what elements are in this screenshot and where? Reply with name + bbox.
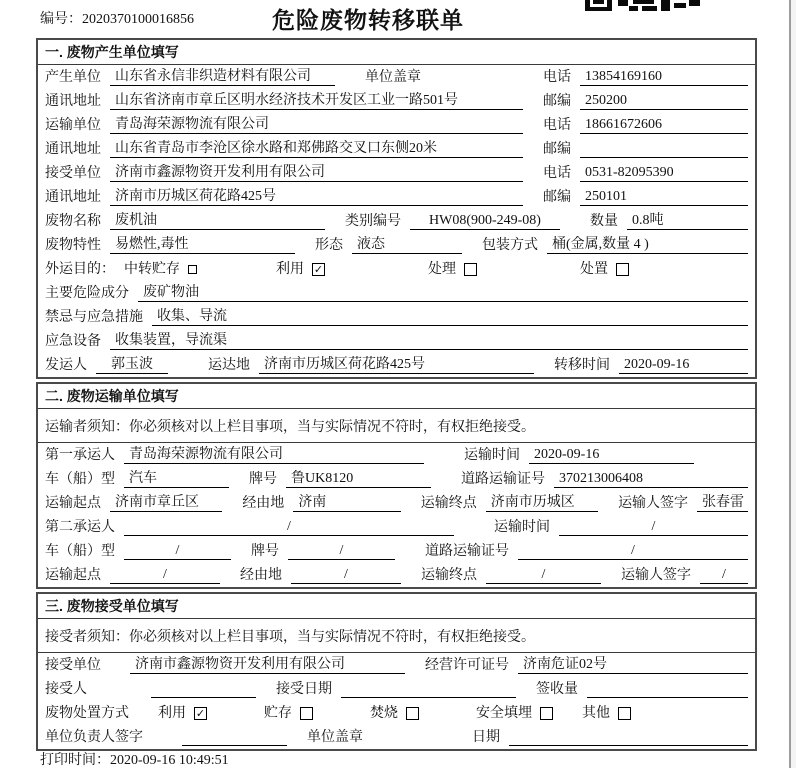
origin1-value: 济南市章丘区 [110,494,222,512]
license-value: 济南危证02号 [518,656,748,674]
producer-label: 产生单位 [45,70,101,85]
waste-traits-value: 易燃性,毒性 [110,236,295,254]
vehicle2-label: 车（船）型 [45,544,115,559]
producer-address-label: 通讯地址 [45,94,101,109]
transporter-value: 青岛海荣源物流有限公司 [110,116,523,134]
receiver-label: 接受单位 [45,166,101,181]
checkbox-option [580,261,732,278]
receiver-address-row [38,185,755,209]
waste-quantity-label: 数量 [590,214,618,229]
packing-label: 包装方式 [482,238,538,253]
print-time-line [40,749,229,769]
acceptor-label: 接受人 [45,682,87,697]
plate1-label: 牌号 [249,472,277,487]
accept-unit-value: 济南市鑫源物资开发利用有限公司 [130,656,405,674]
checkbox-option-label: 处置 [580,262,608,277]
waste-name-row [38,209,755,233]
transporter-zip-label: 邮编 [543,142,571,157]
producer-phone-label: 电话 [543,70,571,85]
accept-date-label: 接受日期 [276,682,332,697]
checkbox-option-label: 其他 [582,706,610,721]
packing-value: 桶(金属,数量 4 ) [547,236,748,254]
carrier1-row [38,443,755,467]
vehicle2-row [38,539,755,563]
sign1-value: 张春雷 [697,494,748,512]
sign1-label: 运输人签字 [618,496,689,511]
dest2-value: / [486,566,601,584]
producer-phone-value: 13854169160 [580,68,748,86]
hazard-label: 主要危险成分 [45,286,129,301]
checkbox-option [582,705,688,722]
transfer-time-value: 2020-09-16 [619,356,748,374]
dest1-value: 济南市历城区 [486,494,598,512]
checkbox-unchecked-icon [300,707,313,720]
transport-time2-value: / [559,518,748,536]
checkbox-option-label: 利用 [276,262,304,277]
checkbox-unchecked-icon [540,707,553,720]
receiver-value: 济南市鑫源物资开发利用有限公司 [110,164,523,182]
waste-form-value: 液态 [352,236,462,254]
receiver-address-value: 济南市历城区荷花路425号 [110,188,523,206]
dest2-label: 运输终点 [421,568,477,583]
shipper-label: 发运人 [45,358,87,373]
page-title: 危险废物转移联单 [272,8,464,33]
checkbox-option-label: 安全填埋 [476,706,532,721]
checkbox-option-label: 焚烧 [370,706,398,721]
checkbox-unchecked-icon [618,707,631,720]
checkbox-option-label: 贮存 [264,706,292,721]
hazard-row [38,281,755,305]
checkbox-unchecked-icon [406,707,419,720]
acceptor-value [151,681,256,698]
plate1-value: 鲁UK8120 [286,470,431,488]
page-edge-line [789,0,791,768]
checkbox-option [428,261,580,278]
checkbox-option [158,705,264,722]
purpose-row [38,257,755,281]
responsible-sign-value [182,729,287,746]
accept-unit-label: 接受单位 [45,658,101,673]
responsible-sign-label: 单位负责人签字 [45,730,143,745]
vehicle1-row [38,467,755,491]
transporter-zip-value [580,141,748,158]
disposal-options [158,705,688,722]
signed-qty-value [587,681,748,698]
permit2-value: / [518,542,748,560]
emergency-equipment-row [38,329,755,353]
plate2-label: 牌号 [251,544,279,559]
carrier1-label: 第一承运人 [45,448,115,463]
carrier1-value: 青岛海荣源物流有限公司 [124,446,424,464]
emergency-equipment-value: 收集装置，导流渠 [110,332,748,350]
qr-code-partial-icon [585,0,703,17]
receiver-phone-value: 0531-82095390 [580,164,748,182]
via2-value: / [291,566,401,584]
emergency-measures-label: 禁忌与应急措施 [45,310,143,325]
dest1-label: 运输终点 [420,496,477,511]
signoff-date-value [509,729,748,746]
producer-zip-label: 邮编 [543,94,571,109]
waste-category-value: HW08(900-249-08) [410,212,560,230]
waste-form-label: 形态 [315,238,343,253]
section-receiver [36,592,757,751]
via2-label: 经由地 [240,568,282,583]
transfer-time-label: 转移时间 [554,358,610,373]
print-time-label: 打印时间： [40,753,110,768]
producer-value: 山东省永信非织造材料有限公司 [110,68,335,86]
checkbox-option [476,705,582,722]
checkbox-unchecked-icon [616,263,629,276]
transporter-row [38,113,755,137]
plate2-value: / [288,542,395,560]
transporter-phone-value: 18661672606 [580,116,748,134]
waste-traits-row [38,233,755,257]
checkbox-option-label: 处理 [428,262,456,277]
vehicle2-value: / [124,542,231,560]
waste-quantity-value: 0.8吨 [627,212,748,230]
checkbox-option [264,705,370,722]
acceptance-row [38,677,755,701]
section-producer [36,38,757,379]
hazard-value: 废矿物油 [138,284,748,302]
waste-name-value: 废机油 [110,212,325,230]
producer-address-value: 山东省济南市章丘区明水经济技术开发区工业一路501号 [110,92,523,110]
producer-row [38,65,755,89]
origin2-label: 运输起点 [45,568,101,583]
checkbox-option [124,261,276,278]
emergency-equipment-label: 应急设备 [45,334,101,349]
vehicle1-value: 汽车 [124,470,229,488]
checkbox-unchecked-icon [464,263,477,276]
waste-category-label: 类别编号 [345,214,401,229]
checkbox-unchecked-icon [188,265,197,274]
carrier2-label: 第二承运人 [45,520,115,535]
origin1-label: 运输起点 [45,496,101,511]
producer-zip-value: 250200 [580,92,748,110]
sign2-value: / [700,566,748,584]
document-header [0,0,796,38]
checkbox-checked-icon: ✓ [195,707,206,720]
checkbox-option [276,261,428,278]
transport-time2-label: 运输时间 [494,520,550,535]
permit1-label: 道路运输证号 [461,472,545,487]
print-time-value: 2020-09-16 10:49:51 [110,753,229,768]
checkbox-option [370,705,476,722]
receiver-zip-label: 邮编 [543,190,571,205]
via1-value: 济南 [293,494,400,512]
permit1-value: 370213006408 [554,470,748,488]
receiver-address-label: 通讯地址 [45,190,101,205]
transporter-address-label: 通讯地址 [45,142,101,157]
checkbox-option-label: 利用 [158,706,186,721]
emergency-measures-value: 收集、导流 [152,308,748,326]
waste-name-label: 废物名称 [45,214,101,229]
purpose-label: 外运目的： [45,262,115,277]
section1-title: 一. 废物产生单位填写 [38,40,755,65]
serial-number: 2020370100016856 [82,12,194,27]
origin2-value: / [110,566,220,584]
disposal-label: 废物处置方式 [45,706,129,721]
vehicle1-label: 车（船）型 [45,472,115,487]
sign2-label: 运输人签字 [621,568,691,583]
disposal-row [38,701,755,725]
emergency-measures-row [38,305,755,329]
accept-unit-row [38,653,755,677]
dispatch-row [38,353,755,377]
waste-traits-label: 废物特性 [45,238,101,253]
transport-time1-value: 2020-09-16 [529,446,694,464]
page-edge-band [791,0,796,768]
checkbox-checked-icon: ✓ [313,263,324,276]
shipper-value: 郭玉波 [96,356,168,374]
receiver-notice: 接受者须知：你必须核对以上栏目事项，当与实际情况不符时，有权拒绝接受。 [38,619,755,653]
destination-label: 运达地 [208,358,250,373]
unit-seal-label: 单位盖章 [365,70,421,85]
transporter-label: 运输单位 [45,118,101,133]
purpose-options [124,261,732,278]
unit-seal-label-2: 单位盖章 [307,730,363,745]
checkbox-option-label: 中转贮存 [124,262,180,277]
carrier2-value: / [124,518,454,536]
transporter-phone-label: 电话 [543,118,571,133]
receiver-zip-value: 250101 [580,188,748,206]
license-label: 经营许可证号 [425,658,509,673]
via1-label: 经由地 [242,496,285,511]
section2-title: 二. 废物运输单位填写 [38,384,755,409]
route1-row [38,491,755,515]
signed-qty-label: 签收量 [536,682,578,697]
transporter-address-value: 山东省青岛市李沧区徐水路和郑佛路交叉口东侧20米 [110,140,523,158]
serial-label: 编号： [40,12,82,27]
producer-address-row [38,89,755,113]
accept-date-value [341,681,516,698]
receiver-phone-label: 电话 [543,166,571,181]
carrier2-row [38,515,755,539]
section3-title: 三. 废物接受单位填写 [38,594,755,619]
transporter-address-row [38,137,755,161]
transporter-notice: 运输者须知：你必须核对以上栏目事项，当与实际情况不符时，有权拒绝接受。 [38,409,755,443]
destination-value: 济南市历城区荷花路425号 [259,356,534,374]
transport-time1-label: 运输时间 [464,448,520,463]
section-transport [36,382,757,589]
receiver-row [38,161,755,185]
signoff-row [38,725,755,749]
signoff-date-label: 日期 [472,730,500,745]
route2-row [38,563,755,587]
permit2-label: 道路运输证号 [425,544,509,559]
